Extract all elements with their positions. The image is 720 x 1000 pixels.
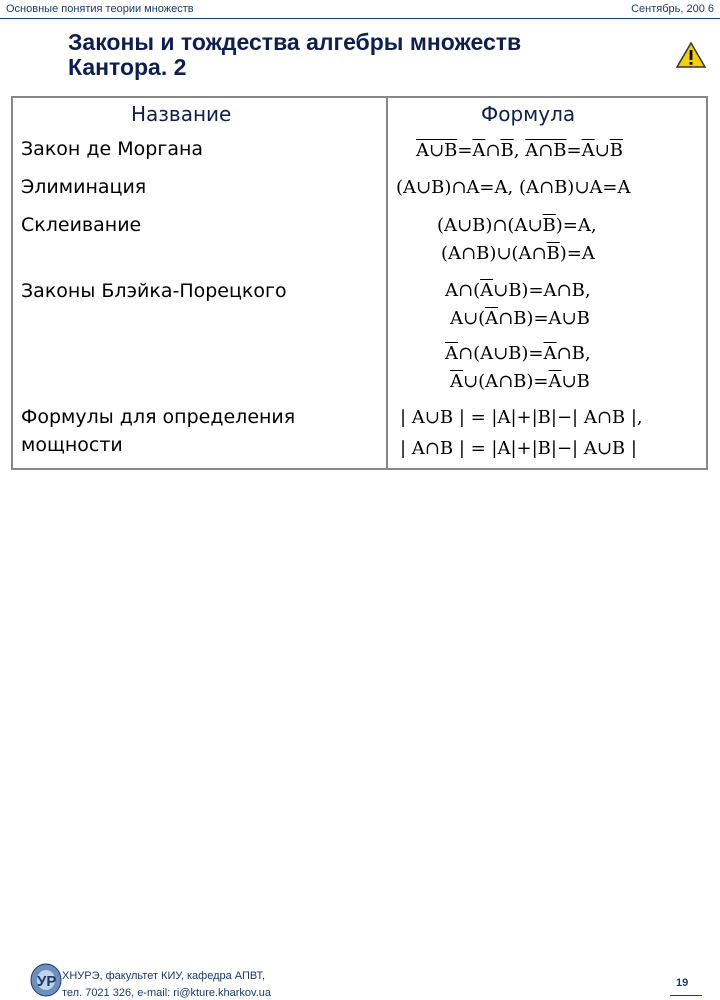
formula-gluing-1: $(A\cup B)\cap(A\cup\overline{B})=A$, xyxy=(437,215,597,236)
warning-icon xyxy=(676,42,706,68)
row-name-de-morgan: Закон де Моргана xyxy=(21,138,204,160)
formula-cardinality-2: | A∩B | = |A|+|B|−| A∪B | xyxy=(400,438,637,459)
formula-blake-4: $\overline{A}\cup(A\cap B)=\overline{A}\cup B$ xyxy=(450,371,590,392)
header-divider xyxy=(0,18,720,19)
page-number: 19 xyxy=(676,977,689,989)
row-name-gluing: Склеивание xyxy=(21,214,142,236)
title-line-1: Законы и тождества алгебры множеств xyxy=(68,29,522,55)
slide-header xyxy=(0,0,720,20)
footer-affiliation: ХНУРЭ, факультет КИУ, кафедра АПВТ, xyxy=(62,970,266,982)
row-name-blake-poretsky: Законы Блэйка-Порецкого xyxy=(21,280,287,302)
slide-footer xyxy=(0,476,720,999)
formula-blake-1: $A\cap(\overline{A}\cup B)=A\cap B$, xyxy=(445,280,591,301)
column-divider xyxy=(386,98,388,468)
header-date: Сентябрь, 200 6 xyxy=(631,3,714,15)
row-name-cardinality-2: мощности xyxy=(21,434,123,456)
logo-text: УР xyxy=(37,973,57,990)
page-number-underline xyxy=(670,995,702,996)
formula-gluing-2: $(A\cap B)\cup(A\cap\overline{B})=A$ xyxy=(441,243,595,264)
formula-cardinality-1: | A∪B | = |A|+|B|−| A∩B |, xyxy=(400,407,643,428)
formula-blake-2: $A\cup(\overline{A}\cap B)=A\cup B$ xyxy=(450,308,590,329)
footer-contact: тел. 7021 326, e-mail: ri@kture.kharkov.ua xyxy=(62,987,272,999)
column-header-formula: Формула xyxy=(481,102,576,126)
row-name-cardinality-1: Формулы для определения xyxy=(21,406,296,428)
laws-table xyxy=(11,96,708,470)
formula-elimination: (A∪B)∩A=A, (A∩B)∪A=A xyxy=(396,177,631,198)
row-name-elimination: Элиминация xyxy=(21,176,147,198)
title-line-2: Кантора. 2 xyxy=(68,54,187,80)
slide-title xyxy=(68,30,668,80)
formula-de-morgan: $A\cup B=\overline{A}\cap\overline{B}$, $A\cap B=\overline{A}\cup\overline{B}$ xyxy=(416,140,623,161)
header-topic: Основные понятия теории множеств xyxy=(6,3,194,15)
formula-blake-3: $\overline{A}\cap(A\cup B)=\overline{A}\cap B$, xyxy=(445,343,591,364)
column-header-name: Название xyxy=(131,102,232,126)
